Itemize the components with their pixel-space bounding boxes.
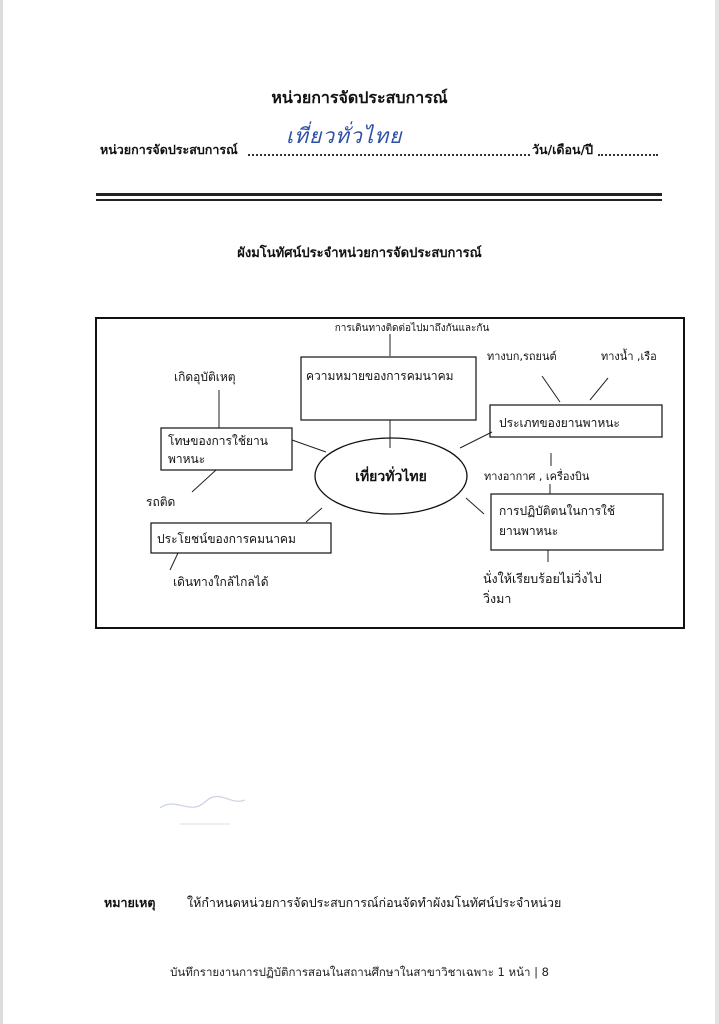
connector-line — [542, 376, 560, 402]
faint-signature — [150, 786, 270, 836]
section-subtitle: ผังมโนทัศน์ประจำหน่วยการจัดประสบการณ์ — [237, 246, 482, 261]
connector-line — [466, 498, 484, 514]
types-air-label: ทางอากาศ , เครื่องบิน — [484, 470, 590, 483]
note-label: หมายเหตุ — [104, 895, 156, 910]
types-label: ประเภทของยานพาหนะ — [499, 416, 620, 430]
top-note: การเดินทางติดต่อไปมาถึงกันและกัน — [334, 323, 490, 334]
connector-line — [460, 432, 492, 448]
connector-line — [306, 508, 322, 522]
center-label: เที่ยวทั่วไทย — [355, 469, 427, 485]
note-text: ให้กำหนดหน่วยการจัดประสบการณ์ก่อนจัดทำผังมโนทัศน์ประจำหน่วย — [187, 895, 562, 910]
meaning-box — [301, 357, 476, 420]
harm-traffic-label: รถติด — [146, 495, 176, 509]
harm-label-line1: โทษของการใช้ยาน — [168, 434, 268, 448]
practice-label-line1: การปฏิบัติตนในการใช้ — [499, 504, 616, 518]
connector-line — [590, 378, 608, 400]
practice-sub-line1: นั่งให้เรียบร้อยไม่วิ่งไป — [483, 571, 602, 586]
practice-label-line2: ยานพาหนะ — [499, 524, 559, 538]
benefit-label: ประโยชน์ของการคมนาคม — [157, 532, 296, 546]
unit-handwritten-value: เที่ยวทั่วไทย — [286, 124, 403, 148]
benefit-sub-label: เดินทางใกล้ไกลได้ — [173, 575, 269, 589]
connector-line — [170, 553, 178, 570]
unit-label: หน่วยการจัดประสบการณ์ — [100, 142, 238, 157]
practice-box — [491, 494, 663, 550]
page-title: หน่วยการจัดประสบการณ์ — [271, 88, 448, 107]
connector-line — [292, 440, 326, 452]
page-footer: บันทึกรายงานการปฏิบัติการสอนในสถานศึกษาในสาขาวิชาเฉพาะ 1 หน้า | 8 — [170, 965, 549, 979]
practice-sub-line2: วิ่งมา — [483, 591, 512, 606]
harm-label-line2: พาหนะ — [168, 452, 206, 466]
harm-accident-label: เกิดอุบัติเหตุ — [174, 370, 236, 384]
connector-line — [192, 470, 216, 492]
meaning-label: ความหมายของการคมนาคม — [306, 369, 454, 383]
date-label: วัน/เดือน/ปี — [532, 142, 594, 157]
types-land-label: ทางบก,รถยนต์ — [487, 350, 557, 363]
types-water-label: ทางน้ำ ,เรือ — [601, 350, 657, 363]
